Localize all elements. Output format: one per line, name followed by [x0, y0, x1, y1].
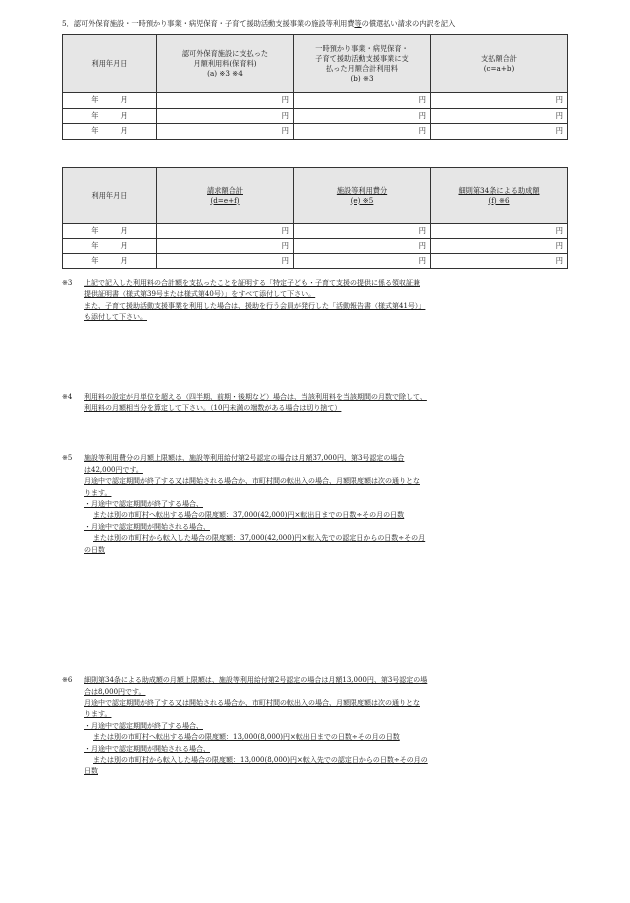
header-line: 利用年月日 [91, 58, 128, 68]
month-label: 月 [120, 126, 128, 136]
usage-date-cell[interactable] [63, 254, 157, 269]
note-line: 日数 [84, 767, 98, 776]
note-line: ・月途中で認定期間が開始される場合、 [84, 522, 210, 531]
amount-a-cell[interactable]: 円 [157, 108, 294, 124]
amount-e-cell[interactable]: 円 [294, 224, 431, 239]
note-line: また、子育て援助活動支援事業を利用した場合は、援助を行う会員が発行した「活動報告書（様式第41号）」 [84, 301, 426, 310]
amount-a-cell[interactable]: 円 [157, 124, 294, 140]
note-line: は42,000円です。 [84, 465, 143, 474]
note-line: の日数 [84, 545, 105, 554]
amount-b-cell[interactable]: 円 [294, 93, 431, 109]
month-label: 月 [120, 256, 128, 265]
year-label: 年 [91, 241, 99, 250]
table-row [63, 124, 568, 140]
usage-fee-table [62, 34, 568, 140]
note-line: または別の市町村へ転出する場合の限度額：37,000(42,000)円×転出日までの日数÷その月の日数 [93, 511, 405, 520]
usage-date-cell[interactable] [63, 93, 157, 109]
note-line: ります。 [84, 488, 112, 497]
table-row [63, 93, 568, 109]
table-row [63, 108, 568, 124]
header-usage-date [63, 168, 157, 224]
year-label: 年 [91, 226, 99, 235]
header-line: 支払額合計 [481, 53, 517, 63]
claim-amount-table [62, 167, 568, 269]
header-subsidy-amount [431, 168, 568, 224]
note-mark: ※5 [62, 454, 73, 463]
usage-date-cell[interactable] [63, 124, 157, 140]
month-label: 月 [120, 95, 128, 105]
header-line: (e) ※5 [350, 195, 374, 205]
amount-e-cell[interactable]: 円 [294, 239, 431, 254]
section-title-main: 5．認可外保育施設・一時預かり事業・病児保育・子育て援助活動支援事業の施設等利用費 [62, 19, 355, 28]
year-label: 年 [91, 126, 99, 136]
note-line: ります。 [84, 710, 112, 719]
note-line: または別の市町村から転入した場合の限度額：13,000(8,000)円×転入先での認定日からの日数÷その月の [93, 755, 428, 764]
note-line: または別の市町村へ転出する場合の限度額：13,000(8,000)円×転出日までの日数÷その月の日数 [93, 733, 400, 742]
note-4 [62, 392, 592, 415]
amount-b-cell[interactable]: 円 [294, 124, 431, 140]
header-facility-fee [294, 168, 431, 224]
usage-date-cell[interactable] [63, 224, 157, 239]
note-3 [62, 278, 592, 324]
amount-d-cell[interactable]: 円 [157, 224, 294, 239]
header-line: (c=a+b) [483, 63, 515, 73]
amount-d-cell[interactable]: 円 [157, 239, 294, 254]
section-title-tail: の償還払い請求の内訳を記入 [361, 19, 456, 28]
header-line: 月額利用料(保育料) [193, 58, 257, 68]
note-line: ・月途中で認定期間が開始される場合、 [84, 744, 210, 753]
header-line: 請求額合計 [207, 185, 243, 195]
amount-f-cell[interactable]: 円 [431, 254, 568, 269]
header-claim-total [157, 168, 294, 224]
note-6 [62, 675, 592, 778]
header-line: (d=e+f) [210, 195, 240, 205]
table-row [63, 224, 568, 239]
header-line: 払った月額合計利用料 [326, 63, 398, 73]
amount-c-cell[interactable]: 円 [431, 93, 568, 109]
table-row [63, 239, 568, 254]
header-line: 施設等利用費分 [336, 185, 388, 195]
amount-f-cell[interactable]: 円 [431, 224, 568, 239]
note-mark: ※4 [62, 392, 73, 401]
note-line: 月途中で認定期間が終了する又は開始される場合か、市町村間の転出入の場合、月額限度額は次の通りとな [84, 477, 420, 486]
amount-c-cell[interactable]: 円 [431, 124, 568, 140]
note-line: または別の市町村から転入した場合の限度額：37,000(42,000)円×転入先での認定日からの日数÷その月 [93, 534, 426, 543]
year-label: 年 [91, 110, 99, 120]
header-usage-date [63, 35, 157, 93]
header-payment-total [431, 35, 568, 93]
amount-b-cell[interactable]: 円 [294, 108, 431, 124]
note-mark: ※3 [62, 279, 73, 287]
note-line: 月途中で認定期間が終了する又は開始される場合か、市町村間の転出入の場合、月額限度額は次の通りとな [84, 698, 420, 707]
note-line: ・月途中で認定期間が終了する場合、 [84, 721, 203, 730]
section-title-emphasis: 等 [354, 19, 362, 28]
amount-c-cell[interactable]: 円 [431, 108, 568, 124]
note-line: 細則第34条による助成額の月額上限額は、施設等利用給付第2号認定の場合は月額13,000円、第3号認定の場 [84, 676, 428, 685]
header-line: 利用年月日 [91, 190, 128, 200]
note-line: 施設等利用費分の月額上限額は、施設等利用給付第2号認定の場合は月額37,000円、第3号認定の場合 [84, 454, 405, 463]
header-nursery-fee [157, 35, 294, 93]
year-label: 年 [91, 256, 99, 265]
amount-e-cell[interactable]: 円 [294, 254, 431, 269]
year-label: 年 [91, 95, 99, 105]
note-line: も添付して下さい。 [84, 313, 147, 322]
header-line: (a) ※3 ※4 [207, 68, 243, 78]
note-line: 上記で記入した利用料の合計額を支払ったことを証明する「特定子ども・子育て支援の提供に係る領収証兼 [84, 279, 420, 287]
header-line: (f) ※6 [488, 195, 510, 205]
header-line: 細則第34条による助成額 [458, 185, 540, 195]
note-mark: ※6 [62, 676, 73, 685]
header-line: 子育て援助活動支援事業に支 [315, 53, 409, 63]
usage-date-cell[interactable] [63, 239, 157, 254]
table-row [63, 254, 568, 269]
header-temporary-care-fee [294, 35, 431, 93]
note-line: 提供証明書（様式第39号または様式第40号）」をすべて添付して下さい。 [84, 290, 316, 299]
note-5 [62, 453, 592, 556]
header-line: 認可外保育施設に支払った [181, 48, 269, 58]
amount-a-cell[interactable]: 円 [157, 93, 294, 109]
note-line: 合は8,000円です。 [84, 687, 146, 696]
month-label: 月 [120, 241, 128, 250]
month-label: 月 [120, 226, 128, 235]
amount-d-cell[interactable]: 円 [157, 254, 294, 269]
note-line: 利用料の月額相当分を算定して下さい。（10円未満の端数がある場合は切り捨て） [84, 404, 342, 413]
month-label: 月 [120, 110, 128, 120]
section-title [62, 19, 455, 29]
note-line: 利用料の設定が月単位を超える（四半期、前期・後期など）場合は、当該利用料を当該期間の月数で除して、 [84, 392, 427, 401]
header-line: (b) ※3 [350, 73, 374, 83]
note-line: ・月途中で認定期間が終了する場合、 [84, 500, 203, 509]
usage-date-cell[interactable] [63, 108, 157, 124]
header-line: 一時預かり事業・病児保育・ [315, 43, 409, 53]
amount-f-cell[interactable]: 円 [431, 239, 568, 254]
